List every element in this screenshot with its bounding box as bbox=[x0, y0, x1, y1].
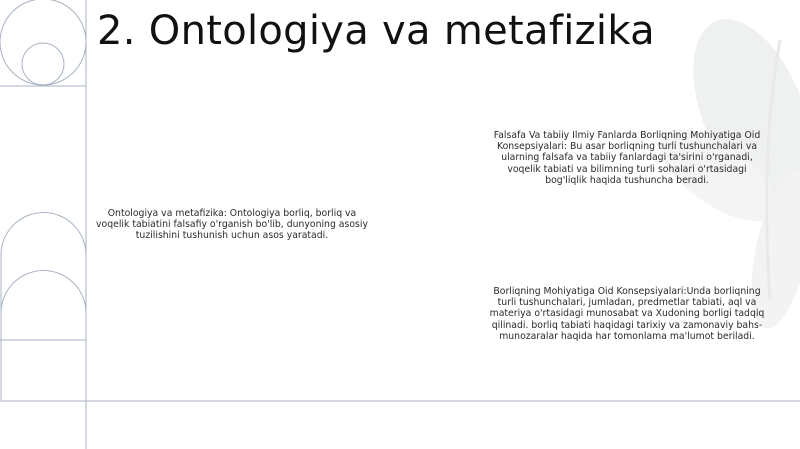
text-block-concepts-sciences: Falsafa Va tabiiy Ilmiy Fanlarda Borliqning Mohiyatiga Oid Konsepsiyalari: Bu asar borliqning turli tushunchalari va ularning falsafa va tabiiy fanlardagi ta'sirini o'rganadi, voqelik tabiati va bilimning turli sohalari o'rtasidagi bog'liqlik haqida tushuncha beradi. bbox=[493, 130, 761, 186]
arch-lower-outline bbox=[1, 271, 86, 313]
text-block-concepts-existence: Borliqning Mohiyatiga Oid Konsepsiyalari:Unda borliqning turli tushunchalari, jumladan, predmetlar tabiati, aql va materiya o'rtasidagi munosabat va Xudoning borligi tadqiq qilinadi. borliq tabiati haqidagi tarixiy va zamonaviy bahs-munozaralar haqida har tomonlama ma'lumot beriladi. bbox=[489, 286, 765, 342]
small-circle-outline bbox=[22, 43, 64, 85]
slide-title: 2. Ontologiya va metafizika bbox=[97, 8, 655, 54]
arch-upper-outline bbox=[1, 213, 86, 255]
text-block-ontology: Ontologiya va metafizika: Ontologiya borliq, borliq va voqelik tabiatini falsafiy o'rganish bo'lib, dunyoning asosiy tuzilishini tushunish uchun asos yaratadi. bbox=[96, 208, 368, 242]
